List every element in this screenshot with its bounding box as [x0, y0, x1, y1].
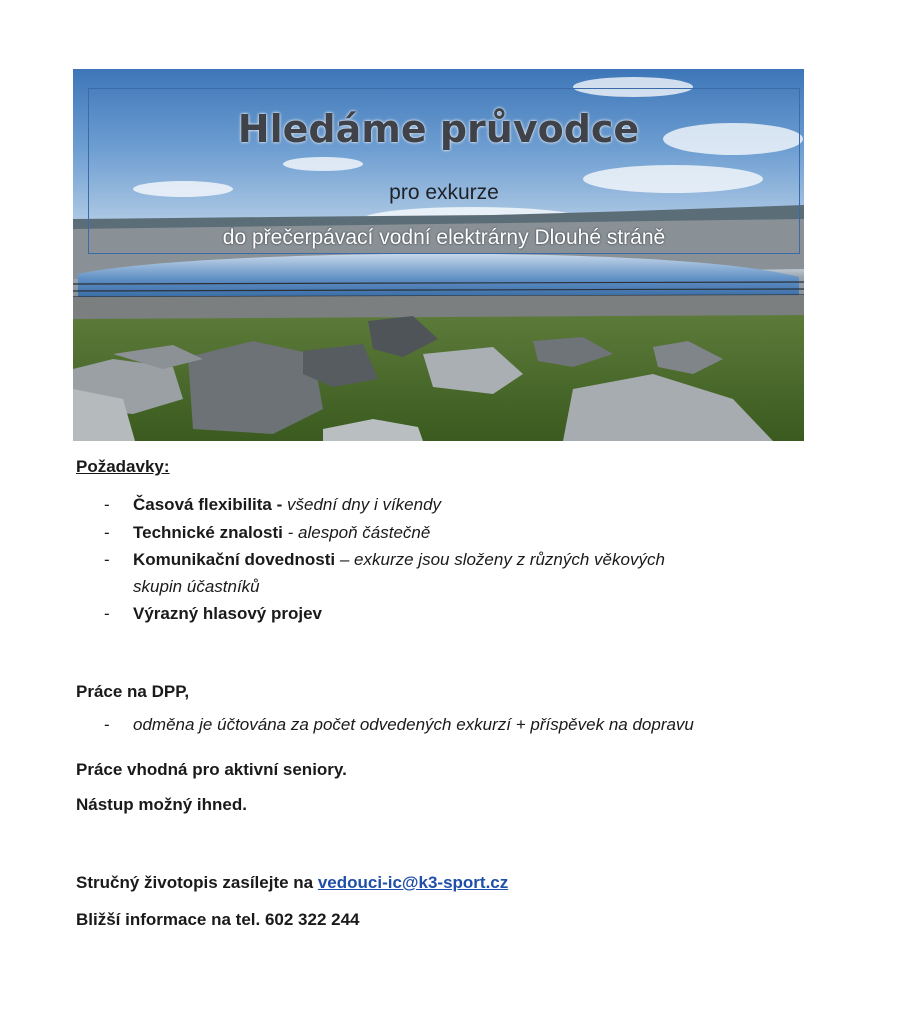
requirement-detail: - alespoň částečně [282, 523, 431, 542]
payment-text: odměna je účtována za počet odvedených exkurzí + příspěvek na dopravu [133, 715, 694, 734]
seniors-note: Práce vhodná pro aktivní seniory. [76, 760, 347, 779]
banner-photo [73, 69, 804, 441]
list-dash: - [104, 715, 110, 734]
cv-instruction [76, 873, 508, 893]
start-note: Nástup možný ihned. [76, 795, 247, 814]
requirement-label: Technické znalosti [133, 523, 283, 542]
requirement-technical [104, 523, 430, 543]
requirement-detail: – exkurze jsou složeny z různých věkových [335, 550, 665, 569]
requirement-label: Výrazný hlasový projev [133, 604, 322, 623]
requirement-flexibility [104, 495, 441, 515]
banner-subtitle-excursions: pro exkurze [389, 181, 499, 204]
road [73, 295, 804, 319]
requirement-label: Časová flexibilita - [133, 495, 287, 514]
banner-subtitle-power-plant: do přečerpávací vodní elektrárny Dlouhé stráně [222, 226, 666, 249]
requirement-communication-continuation: skupin účastníků [133, 577, 260, 596]
requirement-voice [104, 604, 322, 624]
requirement-communication [104, 550, 665, 570]
list-dash: - [104, 495, 110, 514]
phone-info: Bližší informace na tel. 602 322 244 [76, 910, 360, 929]
requirement-detail: všední dny i víkendy [287, 495, 442, 514]
requirements-heading: Požadavky: [76, 457, 170, 476]
banner-title: Hledáme průvodce [237, 107, 640, 151]
list-dash: - [104, 550, 110, 569]
requirement-label: Komunikační dovednosti [133, 550, 336, 569]
email-link[interactable]: vedouci-ic@k3-sport.cz [317, 873, 509, 892]
list-dash: - [104, 604, 110, 623]
list-dash: - [104, 523, 110, 542]
payment-item [104, 715, 694, 735]
contract-type: Práce na DPP, [76, 682, 190, 701]
cv-text: Stručný životopis zasílejte na [76, 873, 318, 892]
